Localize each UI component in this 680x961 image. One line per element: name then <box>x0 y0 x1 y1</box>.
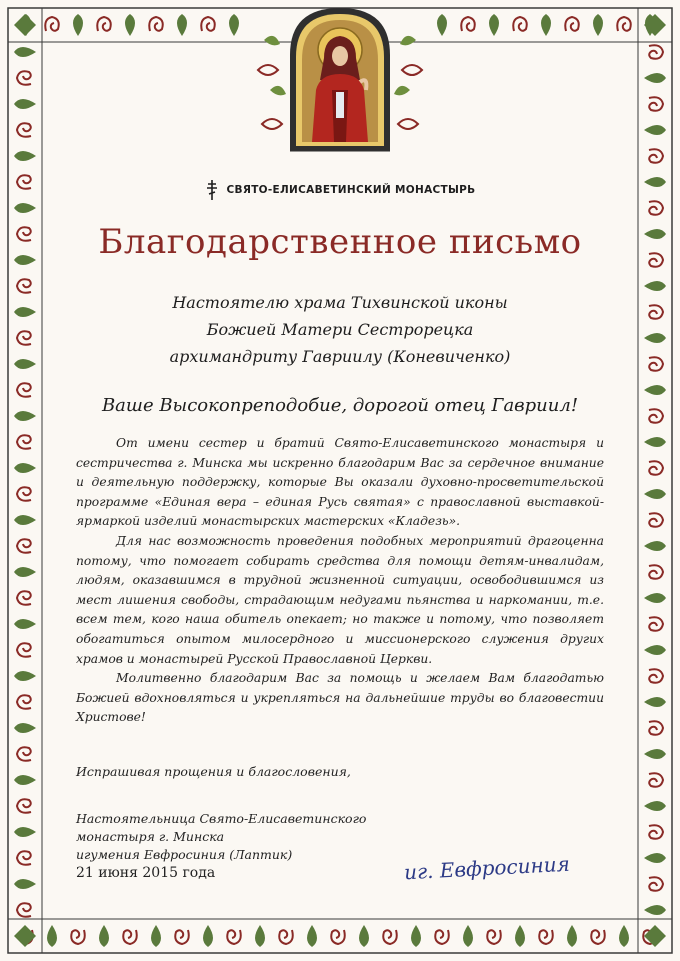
body-paragraph: Молитвенно благодарим Вас за помощь и желаем Вам благодатью Божией вдохновляться и укрепляться на дальнейшие труды во благовестии Христове! <box>76 671 604 725</box>
body-paragraph: От имени сестер и братий Свято-Елисаветинского монастыря и сестричества г. Минска мы искренно благодарим Вас за сердечное внимание и деятельную поддержку, которые Вы оказали духовно-просветительской программе «Единая вера – единая Русь святая» с православной выставкой-ярмаркой изделий монастырских мастерских «Кладезь». <box>76 436 604 529</box>
greeting: Ваше Высокопреподобие, дорогой отец Гавриил! <box>101 395 579 416</box>
signer-name: игумения Евфросиния (Лаптик) <box>76 847 293 862</box>
cross-icon <box>205 180 219 200</box>
signer-block <box>76 810 366 882</box>
letter-date: 21 июня 2015 года <box>76 865 216 881</box>
monastery-logo <box>0 180 680 200</box>
letter-body <box>76 434 604 728</box>
letter-title: Благодарственное письмо <box>98 222 582 262</box>
closing-line: Испрашивая прощения и благословения, <box>76 764 351 779</box>
body-paragraph: Для нас возможность проведения подобных мероприятий драгоценна потому, что помогает собирать средства для помощи детям-инвалидам, людям, оказавшимся в трудной жизненной ситуации, освободившимся из мест лишения свободы, страдающим недугами пьянства и наркомании, т.е. всем тем, кого наша обитель опекает; но также и потому, что позволяет обогатиться опытом милосердного и миссионерского служения других храмов и монастырей Русской Православной Церкви. <box>76 533 604 666</box>
addressee-line: Божией Матери Сестрорецка <box>206 320 474 339</box>
saint-icon-image <box>250 0 430 160</box>
signer-title: монастыря г. Минска <box>76 829 225 844</box>
handwritten-signature: иг. Евфросиния <box>403 851 571 885</box>
addressee-line: архимандриту Гавриилу (Коневиченко) <box>169 347 511 366</box>
monastery-name: СВЯТО-ЕЛИСАВЕТИНСКИЙ МОНАСТЫРЬ <box>226 184 476 196</box>
signer-title: Настоятельница Свято-Елисаветинского <box>76 811 367 826</box>
addressee-line: Настоятелю храма Тихвинской иконы <box>172 293 508 312</box>
addressee-block <box>0 289 680 370</box>
